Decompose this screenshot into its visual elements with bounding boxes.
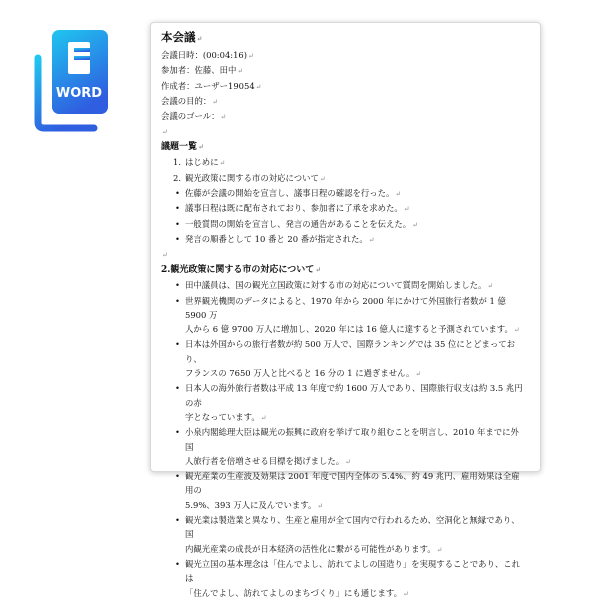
meta-purpose: 会議の目的：↵ <box>161 95 219 106</box>
list-item: • 田中議員は、国の観光立国政策に対する市の対応について質問を開始しました。↵ <box>175 280 494 291</box>
list-item: • 小泉内閣総理大臣は観光の振興に政府を挙げて取り組むことを明言し、2010 年までに外国 人旅行者を倍増させる目標を掲げました。↵ <box>175 427 519 466</box>
list-item: • 議事日程は既に配布されており、参加者に了承を求めた。↵ <box>175 203 410 214</box>
list-item: • 発言の順番として 10 番と 20 番が指定された。↵ <box>175 233 375 244</box>
list-item: • 観光業は製造業と異なり、生産と雇用が全て国内で行われるため、空洞化と無縁であり、国 内観光産業の成長が日本経済の活性化に繋がる可能性があります。↵ <box>175 515 520 554</box>
section2-bullets <box>161 278 526 601</box>
list-item: 1. はじめに↵ <box>173 157 226 168</box>
document-body <box>151 23 540 601</box>
agenda-list <box>161 155 526 186</box>
meta-author: 作成者：ユーザー19054↵ <box>161 80 262 91</box>
list-item: • 佐藤が会議の開始を宣言し、議事日程の確認を行った。↵ <box>175 188 402 199</box>
meta-datetime: 会議日時：(00:04:16)↵ <box>161 50 254 60</box>
word-logo-icon <box>30 28 112 132</box>
word-logo-label: WORD <box>55 86 103 101</box>
list-item: • 一般質問の開始を宣言し、発言の通告があることを伝えた。↵ <box>175 218 418 229</box>
blank-line: ↵ <box>162 128 168 137</box>
list-item: • 観光産業の生産波及効果は 2001 年度で国内全体の 5.4%、約 49 兆円、雇用効果は全雇用の 5.9%、393 万人に及んでいます。↵ <box>175 471 520 510</box>
list-item: • 日本は外国からの旅行者数が約 500 万人で、国際ランキングでは 35 位にとどまっており、 フランスの 7650 万人と比べると 16 分の 1 に過ぎません。↵ <box>175 339 515 379</box>
agenda-heading: 議題一覧↵ <box>161 142 204 153</box>
meta-participants: 参加者：佐藤、田中↵ <box>161 65 244 76</box>
document-title: 本会議↵ <box>161 30 203 44</box>
list-item: 2. 観光政策に関する市の対応について↵ <box>173 172 326 183</box>
list-item: • 日本人の海外旅行者数は平成 13 年度で約 1600 万人であり、国際旅行収支は約 3.5 兆円の赤 字となっています。↵ <box>175 383 523 422</box>
blank-line: ↵ <box>162 251 168 260</box>
list-item: • 世界観光機関のデータによると、1970 年から 2000 年にかけて外国旅行者数が 1 億 5900 万 人から 6 億 9700 万人に増加し、2020 年には 16 億人に達すると予測されています。↵ <box>175 295 520 335</box>
document-preview <box>150 22 541 598</box>
agenda-bullets <box>161 186 526 247</box>
list-item: • 観光立国の基本理念は「住んでよし、訪れてよしの国造り」を実現することであり、これは 「住んでよし、訪れてよしのまちづくり」にも通じます。↵ <box>175 558 520 598</box>
section2-heading: 2.観光政策に関する市の対応について↵ <box>161 265 322 276</box>
meta-goal: 会議のゴール：↵ <box>161 111 227 122</box>
